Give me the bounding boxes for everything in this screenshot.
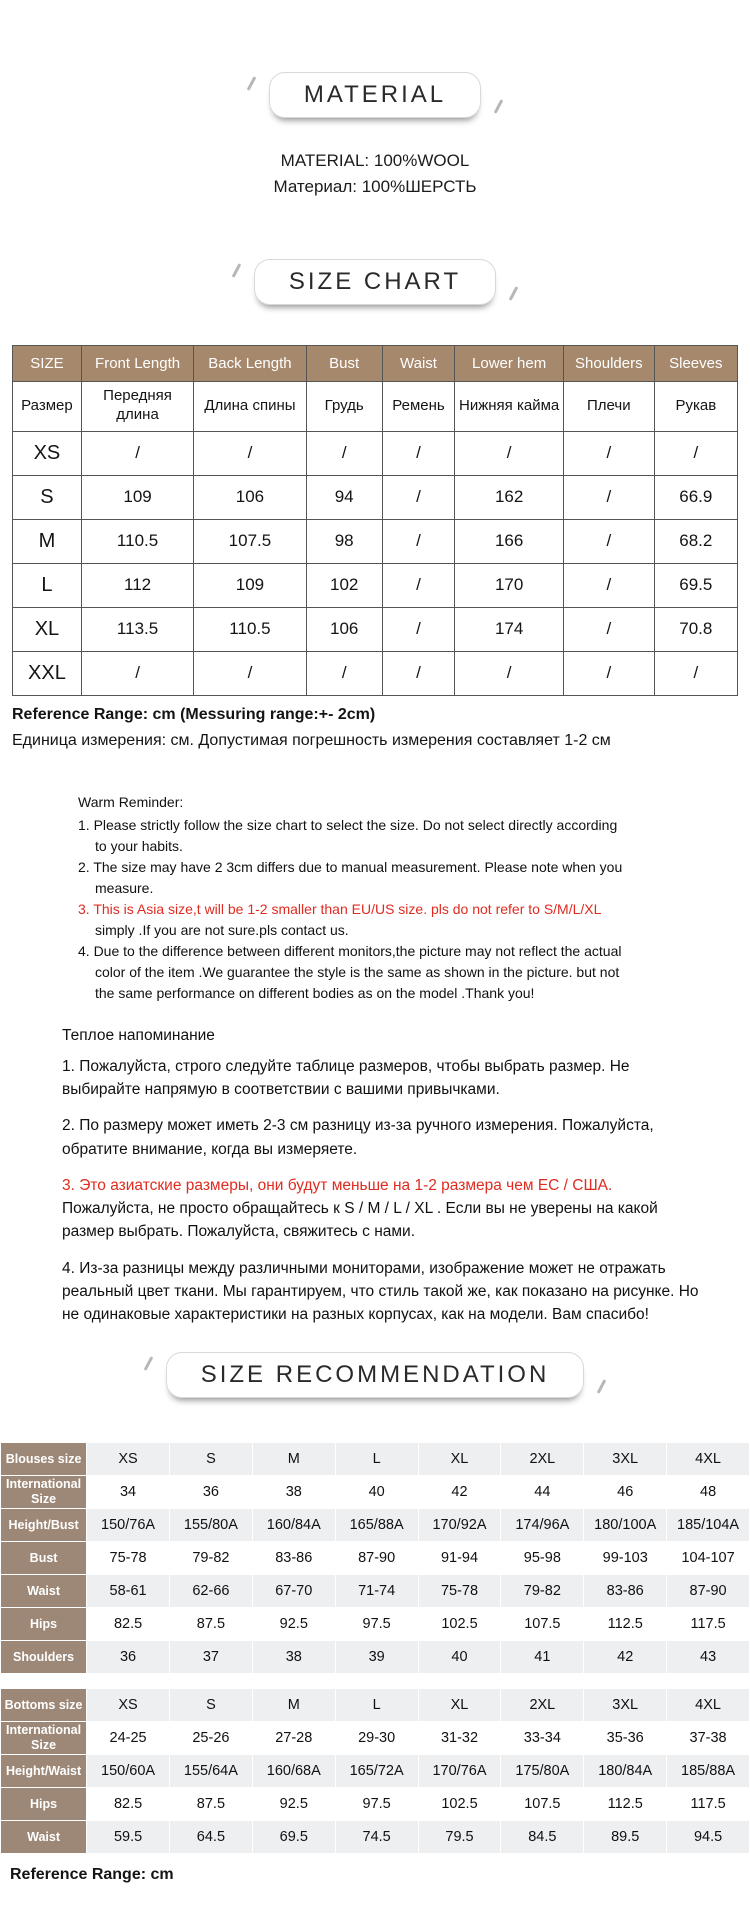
value-cell: 62-66 [169,1575,252,1608]
value-cell: 83-86 [584,1575,667,1608]
decorative-tick-icon [509,286,519,301]
reference-range-ru: Единица измерения: см. Допустимая погрешность измерения составляет 1-2 см [12,731,611,749]
header-cell: Плечи [564,381,655,431]
table-row [13,607,738,651]
value-cell: 34 [87,1476,170,1509]
value-cell: 160/68A [252,1755,335,1788]
value-cell: 67-70 [252,1575,335,1608]
warm-reminder-ru-item-3-continuation: Пожалуйста, не просто обращайтесь к S / M / L / XL . Если вы не уверены на какой размер выбрать. Пожалуйста, свяжитесь с нами. [62,1200,658,1241]
value-cell: 150/60A [87,1755,170,1788]
value-cell: 174 [455,607,564,651]
value-cell: 107.5 [501,1608,584,1641]
decorative-tick-icon [597,1380,607,1395]
header-cell: Waist [382,345,455,381]
size-chart-table [12,345,738,696]
value-cell: 38 [252,1641,335,1674]
value-cell: 59.5 [87,1821,170,1854]
value-cell: / [306,651,382,695]
size-recommendation-title: SIZE RECOMMENDATION [200,1361,550,1389]
value-cell: 43 [667,1641,750,1674]
material-badge [269,72,481,118]
table-row [1,1755,750,1788]
value-cell: 75-78 [418,1575,501,1608]
decorative-tick-icon [494,99,504,114]
value-cell: 41 [501,1641,584,1674]
warm-reminder-item-3-highlight: 3. This is Asia size,t will be 1-2 smaller than EU/US size. pls do not refer to S/M/L/XL [78,900,602,917]
value-cell: 162 [455,475,564,519]
value-cell: 42 [418,1476,501,1509]
value-cell: 79-82 [501,1575,584,1608]
value-cell: 109 [81,475,193,519]
value-cell: 79.5 [418,1821,501,1854]
value-cell: XL [418,1443,501,1476]
value-cell: / [306,431,382,475]
value-cell: 94.5 [667,1821,750,1854]
warm-reminder-item-4: 4. Due to the difference between different monitors,the picture may not reflect the actual color of the item .We guarantee the style is the same as shown in the picture. but not the same performance on different bodies as on the model .Thank you! [78,942,622,1001]
row-header-cell: International Size [1,1722,87,1755]
value-cell: 117.5 [667,1608,750,1641]
value-cell: 37-38 [667,1722,750,1755]
table-row [1,1575,750,1608]
header-cell: Нижняя кайма [455,381,564,431]
value-cell: 165/72A [335,1755,418,1788]
value-cell: 69.5 [252,1821,335,1854]
table-row [1,1689,750,1722]
value-cell: 87-90 [667,1575,750,1608]
warm-reminder-ru-item-3-highlight: 3. Это азиатские размеры, они будут меньше на 1-2 размера чем ЕС / США. [62,1176,613,1194]
value-cell: 170/76A [418,1755,501,1788]
table-row [13,431,738,475]
table-row [13,519,738,563]
value-cell: 44 [501,1476,584,1509]
size-chart-badge [254,259,496,305]
row-header-cell: L [13,563,82,607]
value-cell: 39 [335,1641,418,1674]
material-section-header [0,72,750,118]
value-cell: 68.2 [654,519,737,563]
value-cell: 110.5 [194,607,306,651]
value-cell: 102 [306,563,382,607]
value-cell: 89.5 [584,1821,667,1854]
value-cell: / [564,607,655,651]
row-header-cell: Blouses size [1,1443,87,1476]
value-cell: 175/80A [501,1755,584,1788]
material-info [0,148,750,201]
size-chart-body [13,431,738,695]
header-cell: Front Length [81,345,193,381]
value-cell: 66.9 [654,475,737,519]
table-row [1,1608,750,1641]
value-cell: XS [87,1689,170,1722]
decorative-tick-icon [232,263,242,278]
warm-reminder-title-ru: Теплое напоминание [62,1026,215,1044]
row-header-cell: S [13,475,82,519]
value-cell: 71-74 [335,1575,418,1608]
bottoms-size-table-body [1,1689,750,1854]
row-header-cell: International Size [1,1476,87,1509]
value-cell: 98 [306,519,382,563]
value-cell: 31-32 [418,1722,501,1755]
value-cell: 107.5 [194,519,306,563]
value-cell: 37 [169,1641,252,1674]
warm-reminder-section [78,792,626,1004]
value-cell: L [335,1689,418,1722]
value-cell: 27-28 [252,1722,335,1755]
value-cell: 38 [252,1476,335,1509]
header-cell: Передняя длина [81,381,193,431]
warm-reminder-item-3 [78,899,626,941]
header-cell: Bust [306,345,382,381]
value-cell: 4XL [667,1443,750,1476]
value-cell: 104-107 [667,1542,750,1575]
value-cell: / [194,651,306,695]
value-cell: 74.5 [335,1821,418,1854]
row-header-cell: Bust [1,1542,87,1575]
table-row [13,563,738,607]
row-header-cell: Hips [1,1788,87,1821]
value-cell: 155/80A [169,1509,252,1542]
value-cell: 112.5 [584,1788,667,1821]
reference-range-en: Reference Range: cm (Messuring range:+- 2cm) [12,705,376,723]
value-cell: 87.5 [169,1788,252,1821]
value-cell: 155/64A [169,1755,252,1788]
header-cell: SIZE [13,345,82,381]
value-cell: L [335,1443,418,1476]
warm-reminder-item-1: 1. Please strictly follow the size chart to select the size. Do not select directly according to your habits. [78,816,618,854]
value-cell: 3XL [584,1443,667,1476]
value-cell: / [194,431,306,475]
value-cell: 97.5 [335,1608,418,1641]
value-cell: 79-82 [169,1542,252,1575]
value-cell: 48 [667,1476,750,1509]
value-cell: 82.5 [87,1608,170,1641]
material-title: MATERIAL [303,81,447,108]
value-cell: 165/88A [335,1509,418,1542]
value-cell: 36 [87,1641,170,1674]
value-cell: 109 [194,563,306,607]
row-header-cell: XXL [13,651,82,695]
value-cell: 97.5 [335,1788,418,1821]
value-cell: 170/92A [418,1509,501,1542]
header-cell: Грудь [306,381,382,431]
warm-reminder-ru-item-1: 1. Пожалуйста, строго следуйте таблице размеров, чтобы выбрать размер. Не выбирайте напрямую в соответствии с вашими привычками. [62,1057,630,1099]
value-cell: / [81,651,193,695]
decorative-tick-icon [143,1357,153,1372]
value-cell: 82.5 [87,1788,170,1821]
warm-reminder-ru-item-2: 2. По размеру может иметь 2-3 см разницу из-за ручного измерения. Пожалуйста, обратите внимание, когда вы измеряете. [62,1117,654,1158]
header-cell: Рукав [654,381,737,431]
value-cell: 83-86 [252,1542,335,1575]
value-cell: 185/88A [667,1755,750,1788]
value-cell: 102.5 [418,1788,501,1821]
value-cell: 69.5 [654,563,737,607]
value-cell: 36 [169,1476,252,1509]
value-cell: 24-25 [87,1722,170,1755]
value-cell: 4XL [667,1689,750,1722]
value-cell: / [382,475,455,519]
value-cell: 106 [306,607,382,651]
value-cell: 99-103 [584,1542,667,1575]
value-cell: / [455,651,564,695]
value-cell: S [169,1443,252,1476]
size-recommendation-badge [166,1352,585,1398]
row-header-cell: XL [13,607,82,651]
bottoms-size-table [0,1688,750,1854]
value-cell: 112.5 [584,1608,667,1641]
material-composition-ru: Материал: 100%ШЕРСТЬ [273,177,477,197]
value-cell: 117.5 [667,1788,750,1821]
value-cell: 3XL [584,1689,667,1722]
value-cell: S [169,1689,252,1722]
value-cell: 25-26 [169,1722,252,1755]
warm-reminder-section-ru [62,1024,712,1327]
blouses-size-table-body [1,1443,750,1674]
value-cell: XL [418,1689,501,1722]
table-row [1,1476,750,1509]
value-cell: 2XL [501,1689,584,1722]
value-cell: 87.5 [169,1608,252,1641]
value-cell: 29-30 [335,1722,418,1755]
header-cell: Back Length [194,345,306,381]
table-row [1,1821,750,1854]
size-chart-section-header [0,259,750,305]
table-row [1,1509,750,1542]
value-cell: / [654,651,737,695]
table-row [1,1641,750,1674]
value-cell: 42 [584,1641,667,1674]
value-cell: M [252,1689,335,1722]
value-cell: 64.5 [169,1821,252,1854]
value-cell: 170 [455,563,564,607]
header-cell: Lower hem [455,345,564,381]
row-header-cell: Bottoms size [1,1689,87,1722]
value-cell: / [564,563,655,607]
row-header-cell: Height/Waist [1,1755,87,1788]
table-row [1,1788,750,1821]
header-cell: Размер [13,381,82,431]
value-cell: 185/104A [667,1509,750,1542]
value-cell: 180/84A [584,1755,667,1788]
row-header-cell: Waist [1,1575,87,1608]
value-cell: / [564,519,655,563]
warm-reminder-ru-item-3 [62,1174,712,1244]
value-cell: 92.5 [252,1788,335,1821]
value-cell: 113.5 [81,607,193,651]
row-header-cell: Shoulders [1,1641,87,1674]
value-cell: 40 [335,1476,418,1509]
header-cell: Ремень [382,381,455,431]
value-cell: / [382,607,455,651]
size-chart-header-en [13,345,738,381]
decorative-tick-icon [247,76,257,91]
warm-reminder-item-3-continuation: simply .If you are not sure.pls contact us. [95,921,349,938]
value-cell: 87-90 [335,1542,418,1575]
value-cell: 46 [584,1476,667,1509]
value-cell: / [382,563,455,607]
value-cell: 110.5 [81,519,193,563]
value-cell: 94 [306,475,382,519]
value-cell: 95-98 [501,1542,584,1575]
size-recommendation-section-header [0,1352,750,1398]
header-cell: Длина спины [194,381,306,431]
value-cell: / [564,431,655,475]
size-chart-header-ru [13,381,738,431]
value-cell: M [252,1443,335,1476]
row-header-cell: M [13,519,82,563]
table-row [1,1722,750,1755]
value-cell: / [654,431,737,475]
value-cell: / [564,651,655,695]
table-row [13,651,738,695]
value-cell: 166 [455,519,564,563]
size-chart-title: SIZE CHART [288,267,462,295]
warm-reminder-item-2: 2. The size may have 2 3cm differs due to manual measurement. Please note when you measure. [78,858,623,896]
value-cell: 92.5 [252,1608,335,1641]
value-cell: 102.5 [418,1608,501,1641]
value-cell: 107.5 [501,1788,584,1821]
blouses-size-table [0,1442,750,1674]
value-cell: / [455,431,564,475]
value-cell: 75-78 [87,1542,170,1575]
value-cell: 2XL [501,1443,584,1476]
value-cell: 91-94 [418,1542,501,1575]
value-cell: XS [87,1443,170,1476]
value-cell: 106 [194,475,306,519]
value-cell: 40 [418,1641,501,1674]
value-cell: 33-34 [501,1722,584,1755]
value-cell: 70.8 [654,607,737,651]
value-cell: / [382,651,455,695]
value-cell: 174/96A [501,1509,584,1542]
table-row [1,1443,750,1476]
value-cell: 84.5 [501,1821,584,1854]
warm-reminder-ru-item-4: 4. Из-за разницы между различными мониторами, изображение может не отражать реальный цвет ткани. Мы гарантируем, что стиль такой же, как показано на рисунке. Но не одинаковые характеристики на разных корпусах, как на модели. Вам спасибо! [62,1259,699,1324]
value-cell: 160/84A [252,1509,335,1542]
material-composition-en: MATERIAL: 100%WOOL [280,151,470,170]
value-cell: / [81,431,193,475]
value-cell: 180/100A [584,1509,667,1542]
row-header-cell: Height/Bust [1,1509,87,1542]
value-cell: / [382,519,455,563]
warm-reminder-title: Warm Reminder: [78,793,184,810]
header-cell: Sleeves [654,345,737,381]
table-row [1,1542,750,1575]
row-header-cell: Waist [1,1821,87,1854]
value-cell: 150/76A [87,1509,170,1542]
value-cell: 58-61 [87,1575,170,1608]
row-header-cell: Hips [1,1608,87,1641]
table-row [13,475,738,519]
value-cell: 35-36 [584,1722,667,1755]
value-cell: / [564,475,655,519]
value-cell: / [382,431,455,475]
header-cell: Shoulders [564,345,655,381]
value-cell: 112 [81,563,193,607]
row-header-cell: XS [13,431,82,475]
reference-range-bottom: Reference Range: cm [10,1866,174,1884]
